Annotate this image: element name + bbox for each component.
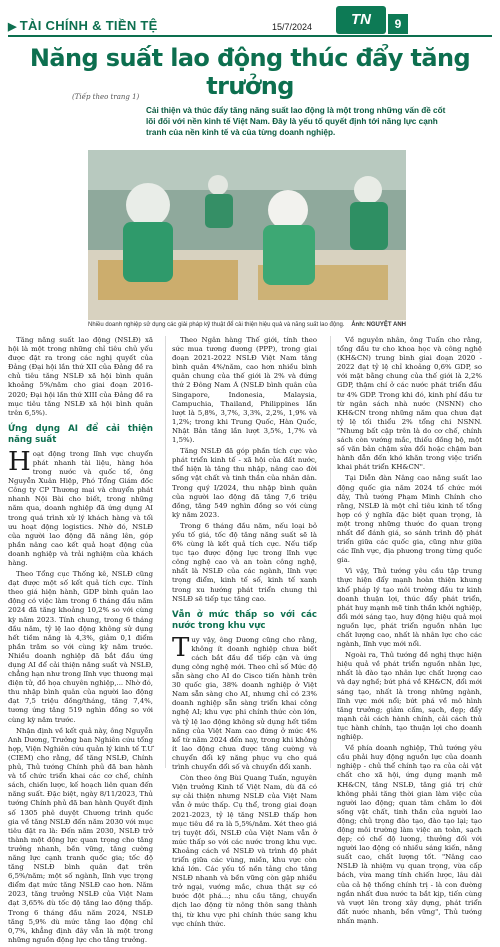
paragraph: Tại Diễn đàn Nâng cao năng suất lao động quốc gia năm 2024 tổ chức mới đây, Thủ tướng Phạm Minh Chính cho rằng, NSLĐ là một chỉ tiêu kinh tế tổng hợp có ý nghĩa đặc biệt quan trọng, là một trong những thước đo quan trọng nhất để đánh giá, so sánh trình độ phát triển giữa các quốc gia, cũng như giữa các lĩnh vực, địa phương trong từng quốc gia. bbox=[337, 474, 482, 565]
paragraph: Tăng NSLĐ đã góp phần tích cực vào phát triển kinh tế - xã hội của đất nước, thể hiện là tăng thu nhập, nâng cao đời sống vật chất và tinh thần của nhân dân. Trong quý I/2024, thu nhập bình quân của người lao động đã tăng 7,6 triệu đồng, tăng 549 nghìn đồng so với cùng kỳ năm 2023. bbox=[172, 447, 317, 519]
photo-credit: Ảnh: NGUYỆT ANH bbox=[351, 322, 406, 328]
page-number: 9 bbox=[388, 14, 408, 34]
paragraph: Ngoài ra, Thủ tướng đề nghị thực hiện hiệu quả về phát triển nguồn nhân lực, nhất là đào tạo nhân lực chất lượng cao và dạy nghề; bứt phá về KH&CN, đổi mới sáng tạo, nhất là trong những ngành, lĩnh vực mới nổi; bứt phá về mô hình tăng trưởng; giảm cấm, sạch, đẹp; đẩy mạnh cải cách hành chính, cải cách thủ tục hành chính, tạo thuận lợi cho doanh nghiệp. bbox=[337, 651, 482, 742]
header-divider bbox=[8, 35, 492, 37]
paragraph-text: oạt động trong lĩnh vực chuyển phát nhanh tài liệu, hàng hóa trong nước và quốc tế, ông Nguyễn Xuân Hiệp, Phó Tổng Giám đốc Công ty CP Thương mại và chuyển phát nhanh Nội Bài cho biết, trong những năm qua, doanh nghiệp đã ứng dụng AI trong quá trình xử lý khách hàng và tối ưu hoạt động logistics. Nhờ đó, NSLĐ của người lao động đã nâng lên, góp phần nâng cao kết quả hoạt động của doanh nghiệp và trải nghiệm của khách hàng. bbox=[8, 449, 153, 567]
article-column-1 bbox=[8, 336, 153, 947]
paragraph: Trong 6 tháng đầu năm, nếu loại bỏ yếu tố giá, tốc độ tăng năng suất sẽ là 6% cùng là kết quả tích cực. Nếu tiếp tục tạo được động lực trong lĩnh vực công nghệ cao và an toàn công nghệ, nhất là NSLĐ của các ngành, lĩnh vực trọng điểm, kinh tế số, kinh tế xanh trong xu hướng phát triển chung thì NSLĐ sẽ tiếp tục tăng cao. bbox=[172, 521, 317, 603]
section-label bbox=[8, 18, 158, 33]
caption-text: Nhiều doanh nghiệp sử dụng các giải pháp kỹ thuật để cải thiện hiệu quả và năng suất lao động. bbox=[88, 322, 345, 328]
paragraph bbox=[8, 446, 153, 568]
issue-date: 15/7/2024 bbox=[272, 22, 313, 32]
paragraph: Vì vậy, Thủ tướng yêu cầu tập trung thực hiện đẩy mạnh hoàn thiện khung khổ pháp lý tạo môi trường đầu tư kinh doanh thuận lợi, thúc đẩy phát triển, phát huy mạnh mẽ tinh thần khởi nghiệp, đổi mới sáng tạo, huy động hiệu quả mọi nguồn lực, phát triển nguồn nhân lực chất lượng cao, nhất là nhân lực cho các ngành, lĩnh vực mới nổi. bbox=[337, 567, 482, 649]
column-divider bbox=[330, 336, 331, 768]
subheading: Vẫn ở mức thấp so với các nước trong khu vực bbox=[172, 609, 317, 631]
paragraph: Theo Ngân hàng Thế giới, tính theo sức mua tương đương (PPP), trong giai đoạn 2021-2022 NSLĐ Việt Nam tăng bình quân 4%/năm, cao hơn nhiều bình quân chung của thế giới là 2% và đứng thứ 2 Đông Nam Á (NSLĐ bình quân của Singapore, Indonesia, Malaysia, Campuchia, Thailand, Philippines lần lượt là 5,8%, 3,7%, 3,3%, 2,2%, 1,9% và 1,2%; trong khi Trung Quốc, Hàn Quốc, Nhật Bản tăng lần lượt 3,5%, 1,7% và 1,5%). bbox=[172, 336, 317, 445]
triangle-icon: ▶ bbox=[8, 21, 17, 33]
paragraph: Về phía doanh nghiệp, Thủ tướng yêu cầu phải huy động nguồn lực của doanh nghiệp - chủ thể chính tạo ra của cải vật chất cho xã hội, ứng dụng mạnh mẽ KH&CN, tăng NSLĐ, tăng giá trị chứ không phải tăng thời gian làm việc của người lao động; quan tâm chăm lo đời sống vật chất, tinh thần của người lao động; chủ trọng đào tạo, đào tạo lại; tạo động môi trường làm việc an toàn, sạch đẹp; có chế độ lương, thưởng đối với người lao động có nhiều sáng kiến, năng suất cao, chất lượng tốt. "Nâng cao NSLĐ là nhiệm vụ quan trọng, vừa cấp bách, vừa mang tính chiến lược, lâu dài của cả hệ thống chính trị - là con đường ngắn nhất đưa nước ta bắt kịp, tiến cùng và vượt lên trong xây dựng, phát triển đất nước nhanh, bền vững", Thủ tướng nhấn mạnh. bbox=[337, 744, 482, 925]
paragraph: Còn theo ông Bùi Quang Tuấn, nguyên Viện trưởng Kinh tế Việt Nam, dù đã có sự cải thiện nhưng NSLĐ của Việt Nam vẫn ở mức thấp. Cụ thể, trong giai đoạn 2021-2023, tỷ lệ tăng NSLĐ thấp hơn mục tiêu đề ra là 5,5%/năm. Xét theo giá trị tuyệt đối, NSLĐ của Việt Nam vẫn ở mức thấp so với các nước trong khu vực. Khoảng cách về NSLĐ và trình độ phát triển giữa các vùng, miền, khu vực còn khá lớn. Các yếu tố nền tảng cho tăng NSLĐ nhanh và bền vững còn gặp nhiều trở ngại, vướng mắc, chưa thật sự có bước đột phá...; nhu cầu tăng, chuyển dịch lao động từ nông thôn sang thành thị, từ khu vực phi chính thức sang khu vực chính thức. bbox=[172, 774, 317, 928]
continued-note: (Tiếp theo trang 1) bbox=[72, 93, 140, 101]
drop-cap: T bbox=[172, 632, 190, 663]
page-header bbox=[0, 0, 500, 34]
article-column-3 bbox=[337, 336, 482, 928]
article-headline: Năng suất lao động thúc đẩy tăng trưởng bbox=[29, 44, 471, 100]
paragraph-text: uy vậy, ông Dương cũng cho rằng, không ít doanh nghiệp chưa biết cách bắt đầu để tiếp cận và ứng dụng công nghệ mới. Theo chỉ số Mức độ sẵn sàng cho AI do Cisco tiến hành trên 30 quốc gia, 38% doanh nghiệp ở Việt Nam sẵn sàng cho AI, nhưng chỉ có 23% doanh nghiệp sẵn sàng triển khai công nghệ AI; khu vực phi chính thức còn lớn, và tỷ lệ lao động không sử dụng hết tiềm năng của Việt Nam cao đứng ở mức 4% kể từ năm 2024 đến nay, trong khi không ít lao động chưa được tăng cường và chuyển đổi kỹ năng phục vụ cho quá trình chuyển đổi số và chuyển đổi xanh. bbox=[172, 635, 317, 772]
paragraph bbox=[172, 632, 317, 772]
column-divider bbox=[165, 336, 166, 768]
article-column-2 bbox=[172, 336, 317, 931]
paragraph: Tăng năng suất lao động (NSLĐ) xã hội là một trong những chỉ tiêu chủ yếu được đặt ra trong các nghị quyết của Đảng (Đại hội lần thứ XII của Đảng đề ra chủ tiêu tăng NSLĐ xã hội bình quân khoảng 5%/năm cho giai đoạn 2016-2020; Đại hội lần thứ XIII của Đảng đề ra mục tiêu tăng NSLĐ xã hội bình quân trên 6,5%). bbox=[8, 336, 153, 417]
section-title: TÀI CHÍNH & TIỀN TỆ bbox=[19, 18, 158, 33]
article-lead: Cải thiện và thúc đẩy tăng năng suất lao động là một trong những vấn đề cốt lõi đối với nền kinh tế Việt Nam. Đây là yếu tố quyết định tới năng lực cạnh tranh của nền kinh tế và của từng doanh nghiệp. bbox=[146, 106, 446, 137]
factory-workers-illustration bbox=[88, 150, 406, 320]
drop-cap: H bbox=[8, 446, 31, 477]
subheading: Ứng dụng AI để cải thiện năng suất bbox=[8, 423, 153, 445]
paragraph: Nhận định về kết quả này, ông Nguyễn Anh Dương, Trưởng ban Nghiên cứu tổng hợp, Viện Nghiên cứu quản lý kinh tế T.Ư (CIEM) cho rằng, để tăng NSLĐ, Chính phủ, Thủ tướng Chính phủ đã ban hành và tổ chức triển khai các cơ chế, chính sách, chiến lược, kế hoạch liên quan đến năng suất. Đặc biệt, ngày 8/11/2023, Thủ tướng Chính phủ đã ban hành Quyết định số 1305 phê duyệt Chương trình quốc gia về tăng NSLĐ đến năm 2030 với mục tiêu đặt ra là: Đến năm 2030, NSLĐ trở thành một động lực quan trọng cho tăng trưởng nhanh, bền vững, tăng cường năng lực cạnh tranh quốc gia; tốc độ tăng NSLĐ bình quân đạt trên 6,5%/năm; một số ngành, lĩnh vực trọng điểm đạt mức tăng NSLĐ cao hơn. Năm 2023, tăng trưởng NSLĐ của Việt Nam đạt 3,65% dù tốc độ tăng lao động thấp. Trong 6 tháng đầu năm 2024, NSLĐ tăng 5,9% dù mức tăng lao động chỉ 0,7%, khẳng định đây vẫn là một trong những nguồn động lực cho tăng trưởng. bbox=[8, 726, 153, 944]
paragraph: Về nguyên nhân, ông Tuấn cho rằng, tổng đầu tư cho khoa học và công nghệ (KH&CN) trung bình giai đoạn 2020 - 2022 đạt tỷ lệ chỉ khoảng 0,6% GDP, so với mặt bằng chung của thế giới là 2,2% GDP, thậm chí ở các nước phát triển đầu tư 4% GDP. Trong khi đó, kinh phí đầu tư từ ngân sách nhà nước (NSNN) cho KH&CN trong những năm qua chưa đạt tỷ lệ tối thiểu 2% tổng chi NSNN. "Nhưng bất cập trên là do cơ chế, chính sách còn vướng mắc, thiếu đồng bộ, một số văn bản chậm sửa đổi hoặc chậm ban hành dẫn đến khó khăn trong việc triển khai phát triển KH&CN". bbox=[337, 336, 482, 472]
photo-caption bbox=[88, 322, 406, 328]
newspaper-logo: TN bbox=[336, 6, 386, 34]
paragraph: Theo Tổng cục Thống kê, NSLĐ cũng đạt được một số kết quả tích cực. Tính theo giá hiện hành, GDP bình quân lao động có việc làm trong 6 tháng đầu năm 2024 đã tăng khoảng 10,2% so với cùng kỳ năm 2023. Tính chung, trong 6 tháng đầu năm, tỷ lệ lao động không sử dụng hết tiềm năng là 4,3%, giảm 0,1 điểm phần trăm so với cùng kỳ năm trước. Nhiều doanh nghiệp đã bắt đầu ứng dụng AI để cải thiện năng suất và NSLĐ, chẳng hạn như trong lĩnh vực thương mại điện tử, đồ họa chuyên nghiệp,... Nhờ đó, thu nhập bình quân của người lao động đạt 7,5 triệu đồng/tháng, tăng 7,4%, tương ứng tăng 519 nghìn đồng so với cùng kỳ năm trước. bbox=[8, 570, 153, 724]
article-photo bbox=[88, 150, 406, 320]
